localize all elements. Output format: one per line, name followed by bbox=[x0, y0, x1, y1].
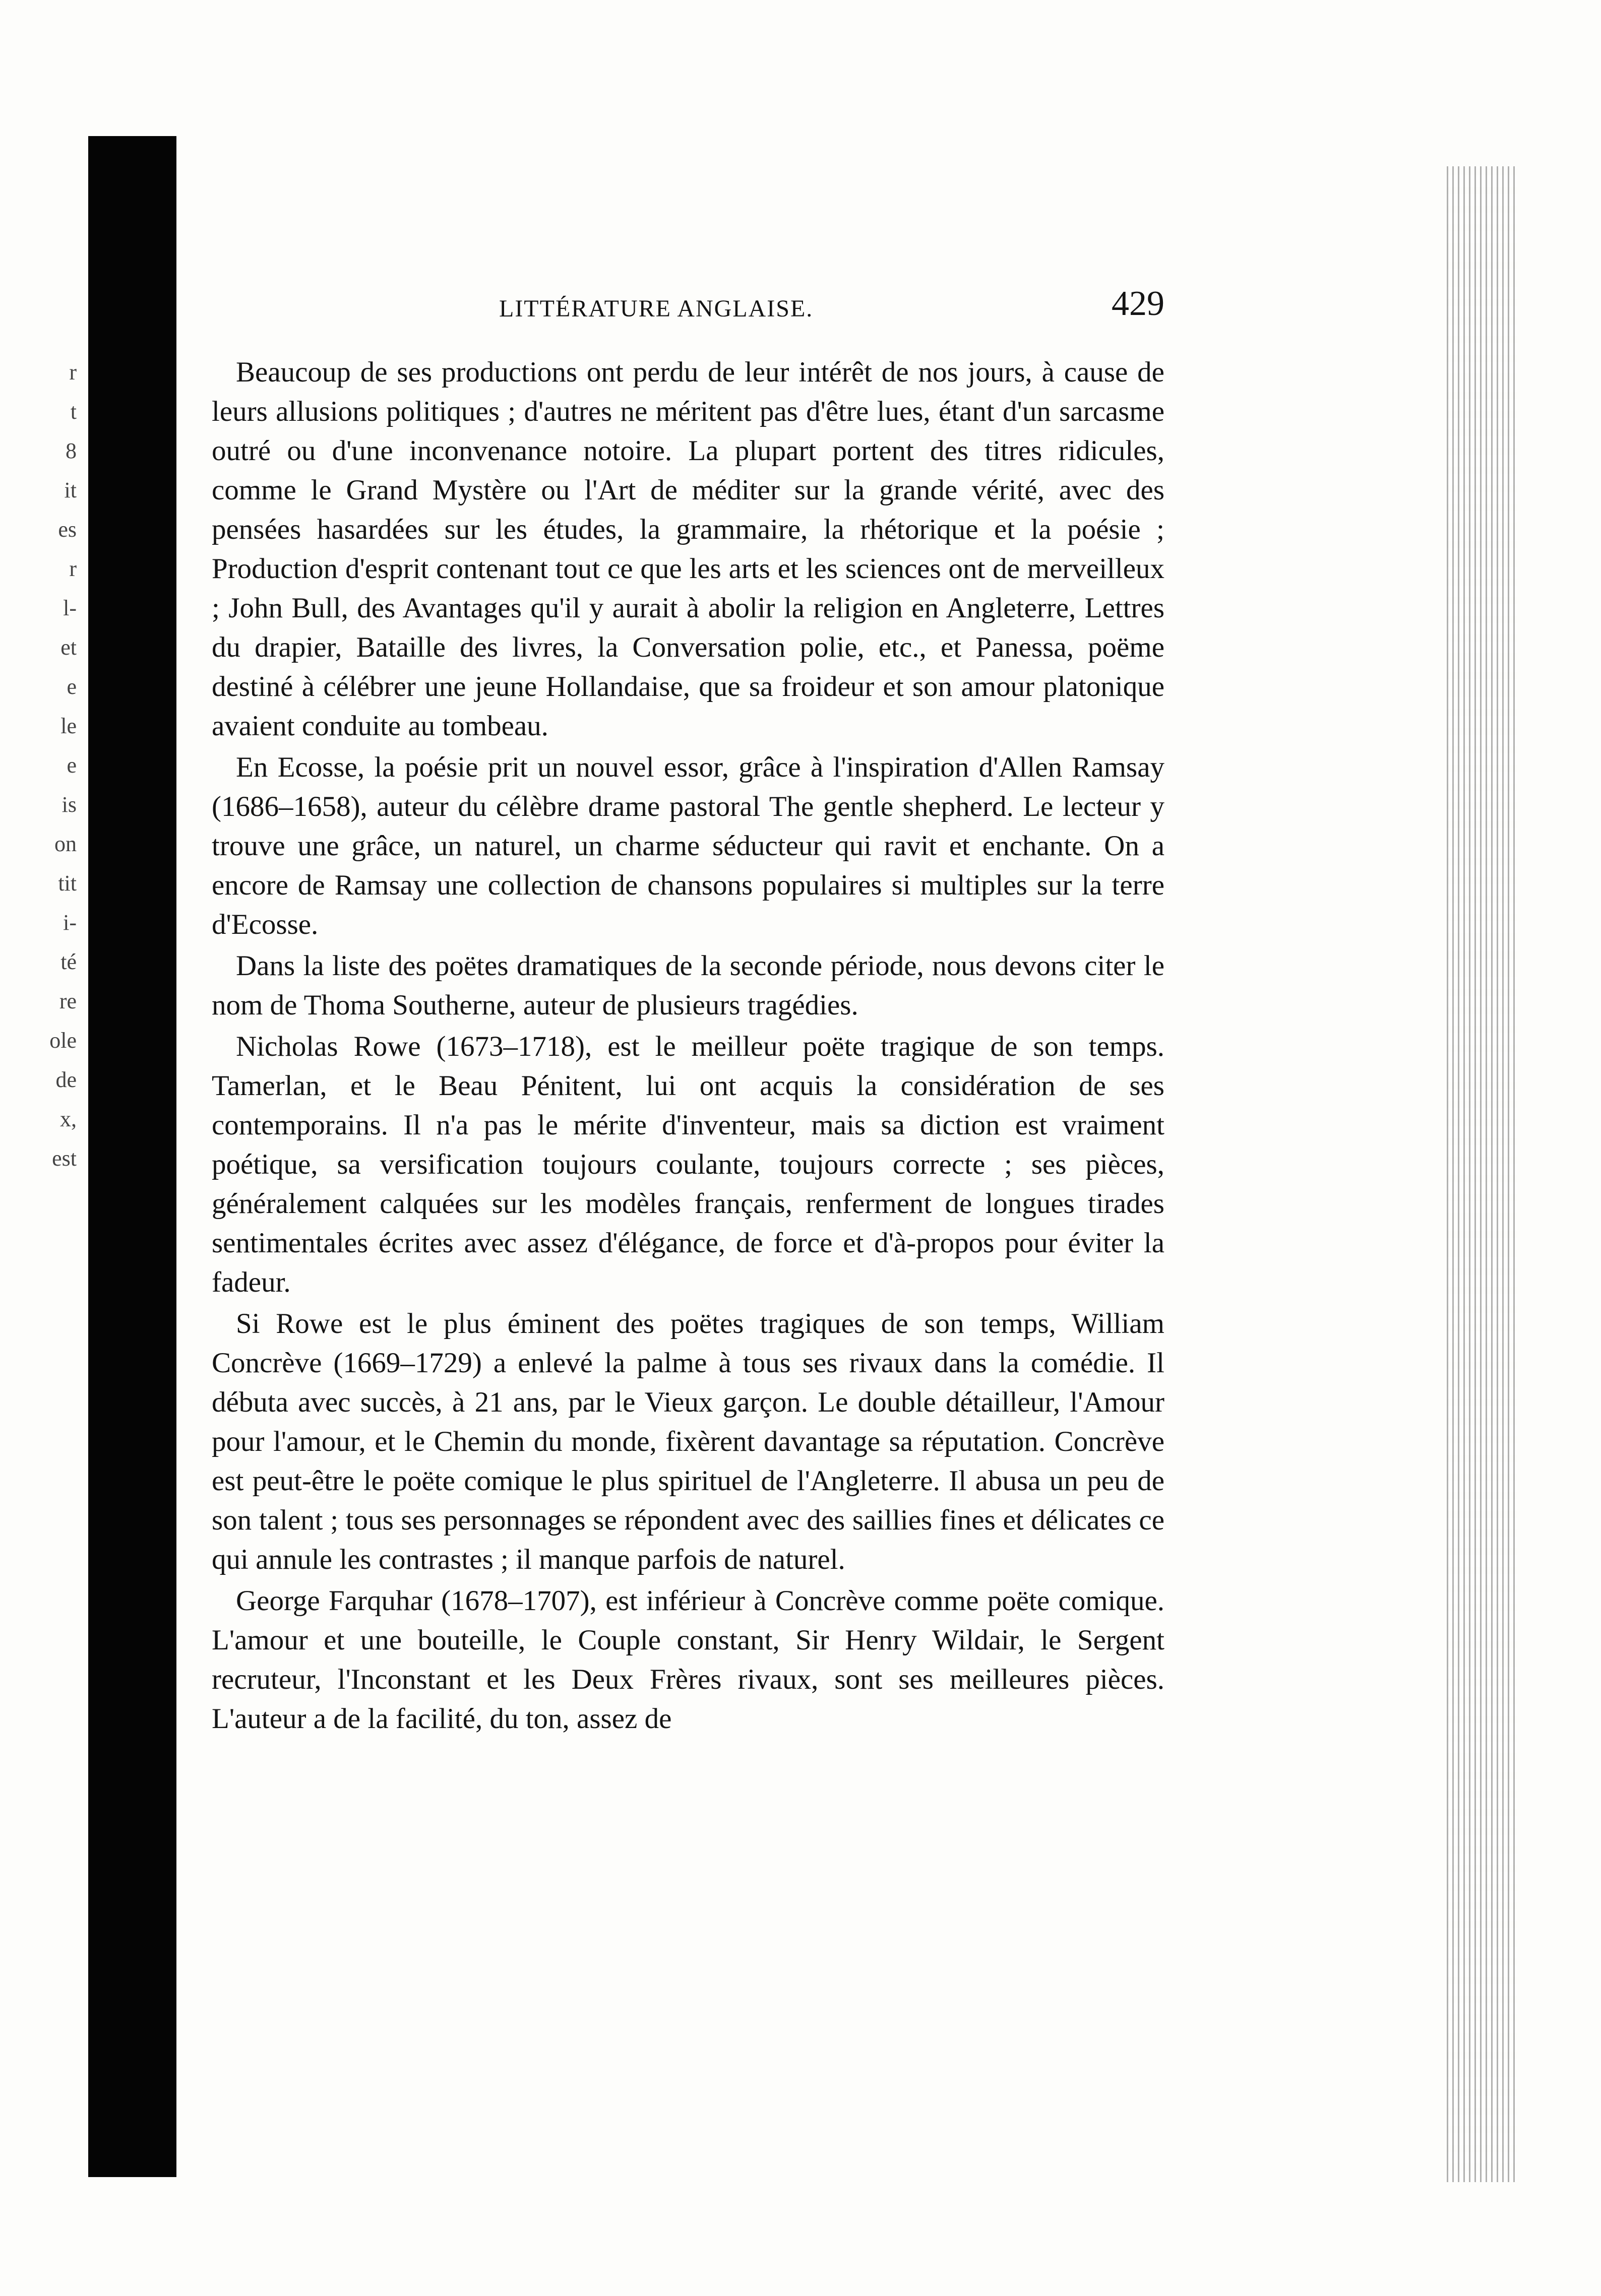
margin-fragment: on bbox=[54, 832, 77, 856]
running-title: LITTÉRATURE ANGLAISE. bbox=[499, 295, 814, 322]
margin-fragment: l- bbox=[63, 596, 77, 620]
margin-fragment: r bbox=[69, 360, 77, 385]
margin-fragment: tit bbox=[58, 871, 77, 896]
paragraph: Beaucoup de ses productions ont perdu de leur intérêt de nos jours, à cause de leurs allusions politiques ; d'autres ne méritent pas d'être lues, étant d'un sarcasme outré ou d'une inconvenance notoire. La plupart portent des titres ridicules, comme le Grand Mystère ou l'Art de méditer sur la grande vérité, avec des pensées hasardées sur les études, la grammaire, la rhétorique et la poésie ; Production d'esprit contenant tout ce que les arts et les sciences ont de merveilleux ; John Bull, des Avantages qu'il y aurait à abolir la religion en Angleterre, Lettres du drapier, Bataille des livres, la Conversation polie, etc., et Panessa, poëme destiné à célébrer une jeune Hollandaise, que sa froideur et son amour platonique avaient conduite au tombeau. bbox=[212, 356, 1164, 742]
margin-fragment: est bbox=[52, 1146, 77, 1171]
margin-fragment: is bbox=[61, 792, 77, 817]
margin-fragment: ole bbox=[49, 1028, 77, 1053]
body-text bbox=[212, 353, 1164, 1741]
adjacent-page-margin bbox=[0, 353, 86, 1713]
margin-fragment: re bbox=[59, 989, 77, 1013]
margin-fragment: et bbox=[60, 635, 77, 660]
margin-fragment: t bbox=[70, 399, 77, 424]
margin-fragment: it bbox=[64, 478, 77, 502]
margin-fragment: es bbox=[58, 517, 77, 542]
margin-fragment: e bbox=[67, 674, 77, 699]
paragraph: Dans la liste des poëtes dramatiques de la seconde période, nous devons citer le nom de Thoma Southerne, auteur de plusieurs tragédies. bbox=[212, 950, 1164, 1021]
margin-fragment: té bbox=[60, 949, 77, 974]
paragraph: George Farquhar (1678–1707), est inférieur à Concrève comme poëte comique. L'amour et une bouteille, le Couple constant, Sir Henry Wildair, le Sergent recruteur, l'Inconstant et les Deux Frères rivaux, sont ses meilleures pièces. L'auteur a de la facilité, du ton, assez de bbox=[212, 1585, 1164, 1735]
page-header bbox=[212, 280, 1164, 340]
margin-fragment: e bbox=[67, 753, 77, 778]
margin-fragment: 8 bbox=[66, 438, 77, 463]
paragraph: En Ecosse, la poésie prit un nouvel essor, grâce à l'inspiration d'Allen Ramsay (1686–1658), auteur du célèbre drame pastoral The gentle shepherd. Le lecteur y trouve une grâce, un naturel, un charme séducteur qui ravit et enchante. On a encore de Ramsay une collection de chansons populaires si multiples sur la terre d'Ecosse. bbox=[212, 751, 1164, 940]
margin-fragment: x, bbox=[60, 1107, 77, 1131]
margin-fragment: i- bbox=[63, 910, 77, 935]
scan-edge-noise bbox=[1447, 166, 1517, 2182]
binding-shadow bbox=[88, 136, 176, 2177]
paragraph: Si Rowe est le plus éminent des poëtes tragiques de son temps, William Concrève (1669–1729) a enlevé la palme à tous ses rivaux dans la comédie. Il débuta avec succès, à 21 ans, par le Vieux garçon. Le double détailleur, l'Amour pour l'amour, et le Chemin du monde, fixèrent davantage sa réputation. Concrève est peut-être le poëte comique le plus spirituel de l'Angleterre. Il abusa un peu de son talent ; tous ses personnages se répondent avec des saillies fines et délicates ce qui annule les contrastes ; il manque parfois de naturel. bbox=[212, 1308, 1164, 1575]
margin-fragment: r bbox=[69, 556, 77, 581]
page-number: 429 bbox=[1112, 284, 1164, 323]
paragraph: Nicholas Rowe (1673–1718), est le meilleur poëte tragique de son temps. Tamerlan, et le Beau Pénitent, lui ont acquis la considération de ses contemporains. Il n'a pas le mérite d'inventeur, mais sa diction est vraiment poétique, sa versification toujours coulante, toujours correcte ; ses pièces, généralement calquées sur les modèles français, renferment de longues tirades sentimentales écrites avec assez d'élégance, de force et d'à-propos pour éviter la fadeur. bbox=[212, 1031, 1164, 1298]
margin-fragment: de bbox=[55, 1067, 77, 1092]
margin-fragment: le bbox=[60, 714, 77, 738]
